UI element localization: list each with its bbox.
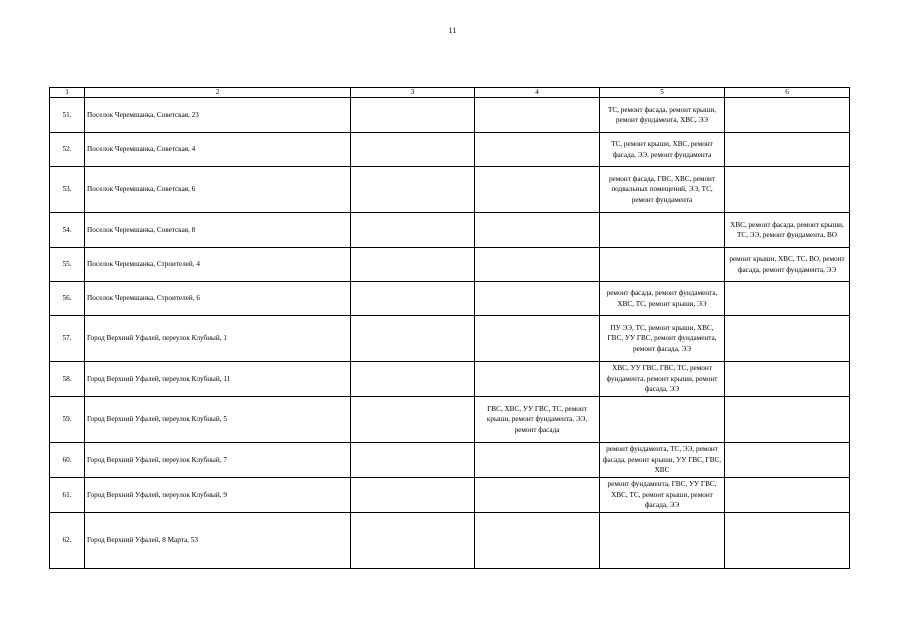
row-number: 57. [50, 316, 85, 362]
row-col4 [475, 478, 600, 513]
row-number: 56. [50, 282, 85, 316]
row-number: 58. [50, 362, 85, 397]
row-address: Поселок Черемшанка, Советская, 8 [85, 213, 351, 248]
row-col5: ТС, ремонт фасада, ремонт крыши, ремонт фундамента, ХВС, ЭЭ [600, 98, 725, 133]
row-address: Город Верхний Уфалей, переулок Клубный, 11 [85, 362, 351, 397]
row-col4 [475, 167, 600, 213]
row-col3 [351, 316, 475, 362]
row-col4 [475, 248, 600, 282]
row-col5 [600, 248, 725, 282]
works-table [49, 87, 850, 569]
table-row [50, 98, 850, 133]
row-number: 51. [50, 98, 85, 133]
table-row [50, 478, 850, 513]
row-address: Город Верхний Уфалей, переулок Клубный, 5 [85, 397, 351, 443]
row-col3 [351, 133, 475, 167]
row-col6 [725, 443, 850, 478]
row-col3 [351, 248, 475, 282]
row-address: Поселок Черемшанка, Советская, 23 [85, 98, 351, 133]
row-col5: ремонт фундамента, ГВС, УУ ГВС, ХВС, ТС, ремонт крыши, ремонт фасада, ЭЭ [600, 478, 725, 513]
column-header: 5 [600, 88, 725, 98]
row-col5: ТС, ремонт крыши, ХВС, ремонт фасада, ЭЭ, ремонт фундамента [600, 133, 725, 167]
row-col3 [351, 213, 475, 248]
row-col4 [475, 443, 600, 478]
table-row [50, 282, 850, 316]
table-row [50, 513, 850, 569]
row-col3 [351, 98, 475, 133]
row-col5 [600, 513, 725, 569]
row-col6 [725, 478, 850, 513]
row-address: Город Верхний Уфалей, 8 Марта, 53 [85, 513, 351, 569]
row-number: 61. [50, 478, 85, 513]
table-row [50, 443, 850, 478]
row-col4 [475, 316, 600, 362]
column-header: 2 [85, 88, 351, 98]
row-address: Поселок Черемшанка, Строителей, 4 [85, 248, 351, 282]
row-col6: ремонт крыши, ХВС, ТС, ВО, ремонт фасада, ремонт фундамента, ЭЭ [725, 248, 850, 282]
row-number: 52. [50, 133, 85, 167]
row-col6 [725, 513, 850, 569]
row-number: 60. [50, 443, 85, 478]
row-address: Поселок Черемшанка, Советская, 6 [85, 167, 351, 213]
row-col6 [725, 397, 850, 443]
row-col4 [475, 362, 600, 397]
column-header: 6 [725, 88, 850, 98]
row-col3 [351, 167, 475, 213]
row-col5: ремонт фасада, ГВС, ХВС, ремонт подвальных помещений, ЭЭ, ТС, ремонт фундамента [600, 167, 725, 213]
row-col6 [725, 316, 850, 362]
column-header: 1 [50, 88, 85, 98]
row-col4 [475, 282, 600, 316]
row-col3 [351, 443, 475, 478]
row-number: 53. [50, 167, 85, 213]
row-col4 [475, 133, 600, 167]
table-row [50, 213, 850, 248]
table-header-row [50, 88, 850, 98]
row-col5: ремонт фасада, ремонт фундамента, ХВС, ТС, ремонт крыши, ЭЭ [600, 282, 725, 316]
row-col3 [351, 513, 475, 569]
row-col6 [725, 362, 850, 397]
row-col5 [600, 213, 725, 248]
column-header: 3 [351, 88, 475, 98]
row-address: Поселок Черемшанка, Строителей, 6 [85, 282, 351, 316]
row-address: Город Верхний Уфалей, переулок Клубный, 7 [85, 443, 351, 478]
row-col4 [475, 213, 600, 248]
row-address: Поселок Черемшанка, Советская, 4 [85, 133, 351, 167]
row-col6 [725, 167, 850, 213]
table-row [50, 133, 850, 167]
row-col3 [351, 282, 475, 316]
row-address: Город Верхний Уфалей, переулок Клубный, 1 [85, 316, 351, 362]
row-col5: ПУ ЭЭ, ТС, ремонт крыши, ХВС, ГВС, УУ ГВС, ремонт фундамента, ремонт фасада, ЭЭ [600, 316, 725, 362]
table-row [50, 316, 850, 362]
table-row [50, 167, 850, 213]
row-number: 54. [50, 213, 85, 248]
row-number: 62. [50, 513, 85, 569]
row-col6 [725, 98, 850, 133]
row-col3 [351, 397, 475, 443]
row-col4 [475, 98, 600, 133]
row-address: Город Верхний Уфалей, переулок Клубный, 9 [85, 478, 351, 513]
table-row [50, 362, 850, 397]
table-row [50, 397, 850, 443]
row-col6 [725, 282, 850, 316]
row-col5: ХВС, УУ ГВС, ГВС, ТС, ремонт фундамента, ремонт крыши, ремонт фасада, ЭЭ [600, 362, 725, 397]
table-row [50, 248, 850, 282]
row-number: 55. [50, 248, 85, 282]
row-col5 [600, 397, 725, 443]
row-col4 [475, 513, 600, 569]
row-col3 [351, 362, 475, 397]
row-col4: ГВС, ХВС, УУ ГВС, ТС, ремонт крыши, ремонт фундамента, ЭЭ, ремонт фасада [475, 397, 600, 443]
row-number: 59. [50, 397, 85, 443]
page-number: 11 [448, 26, 457, 35]
row-col3 [351, 478, 475, 513]
row-col6: ХВС, ремонт фасада, ремонт крыши, ТС, ЭЭ, ремонт фундамента, ВО [725, 213, 850, 248]
column-header: 4 [475, 88, 600, 98]
row-col5: ремонт фундамента, ТС, ЭЭ, ремонт фасада, ремонт крыши, УУ ГВС, ГВС, ХВС [600, 443, 725, 478]
row-col6 [725, 133, 850, 167]
